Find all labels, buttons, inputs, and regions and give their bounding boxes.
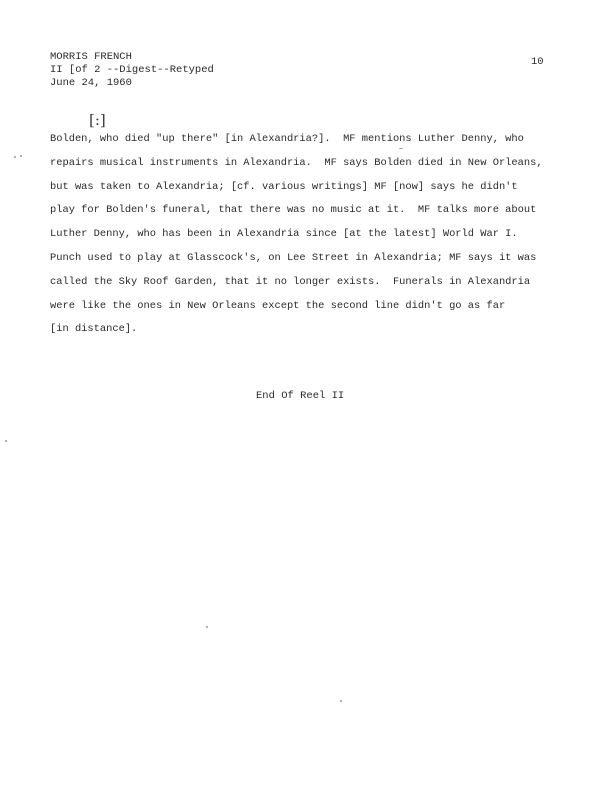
body-line: Luther Denny, who has been in Alexandria since [at the latest] World War I.	[50, 228, 518, 241]
body-line: but was taken to Alexandria; [cf. various writings] MF [now] says he didn't	[50, 180, 518, 193]
body-line: were like the ones in New Orleans except the second line didn't go as far	[50, 299, 506, 312]
scan-speck	[14, 156, 16, 158]
scan-speck	[5, 440, 7, 442]
reel-info: II [of 2 --Digest--Retyped	[50, 64, 214, 76]
page-number: 10	[531, 56, 544, 68]
end-of-reel-note: End Of Reel II	[256, 390, 345, 402]
interviewee-name: MORRIS FRENCH	[50, 51, 132, 63]
body-line: called the Sky Roof Garden, that it no longer exists. Funerals in Alexandria	[50, 275, 531, 288]
interview-date: June 24, 1960	[50, 77, 132, 89]
handwritten-annotation-mark: [:]	[89, 111, 106, 129]
body-paragraph	[50, 128, 570, 342]
body-line: Punch used to play at Glasscock's, on Lee Street in Alexandria; MF says it was	[50, 251, 537, 264]
body-line: [in distance].	[50, 323, 138, 336]
body-line: Bolden, who died "up there" [in Alexandria?]. MF mentions Luther Denny, who	[50, 133, 524, 145]
document-header	[50, 51, 214, 90]
scan-speck	[20, 155, 22, 157]
scan-speck	[399, 148, 403, 149]
body-line: play for Bolden's funeral, that there was no music at it. MF talks more about	[50, 204, 537, 217]
body-line: repairs musical instruments in Alexandria. MF says Bolden died in New Orleans,	[50, 156, 543, 169]
scan-speck	[340, 700, 342, 702]
scan-speck	[206, 626, 208, 628]
